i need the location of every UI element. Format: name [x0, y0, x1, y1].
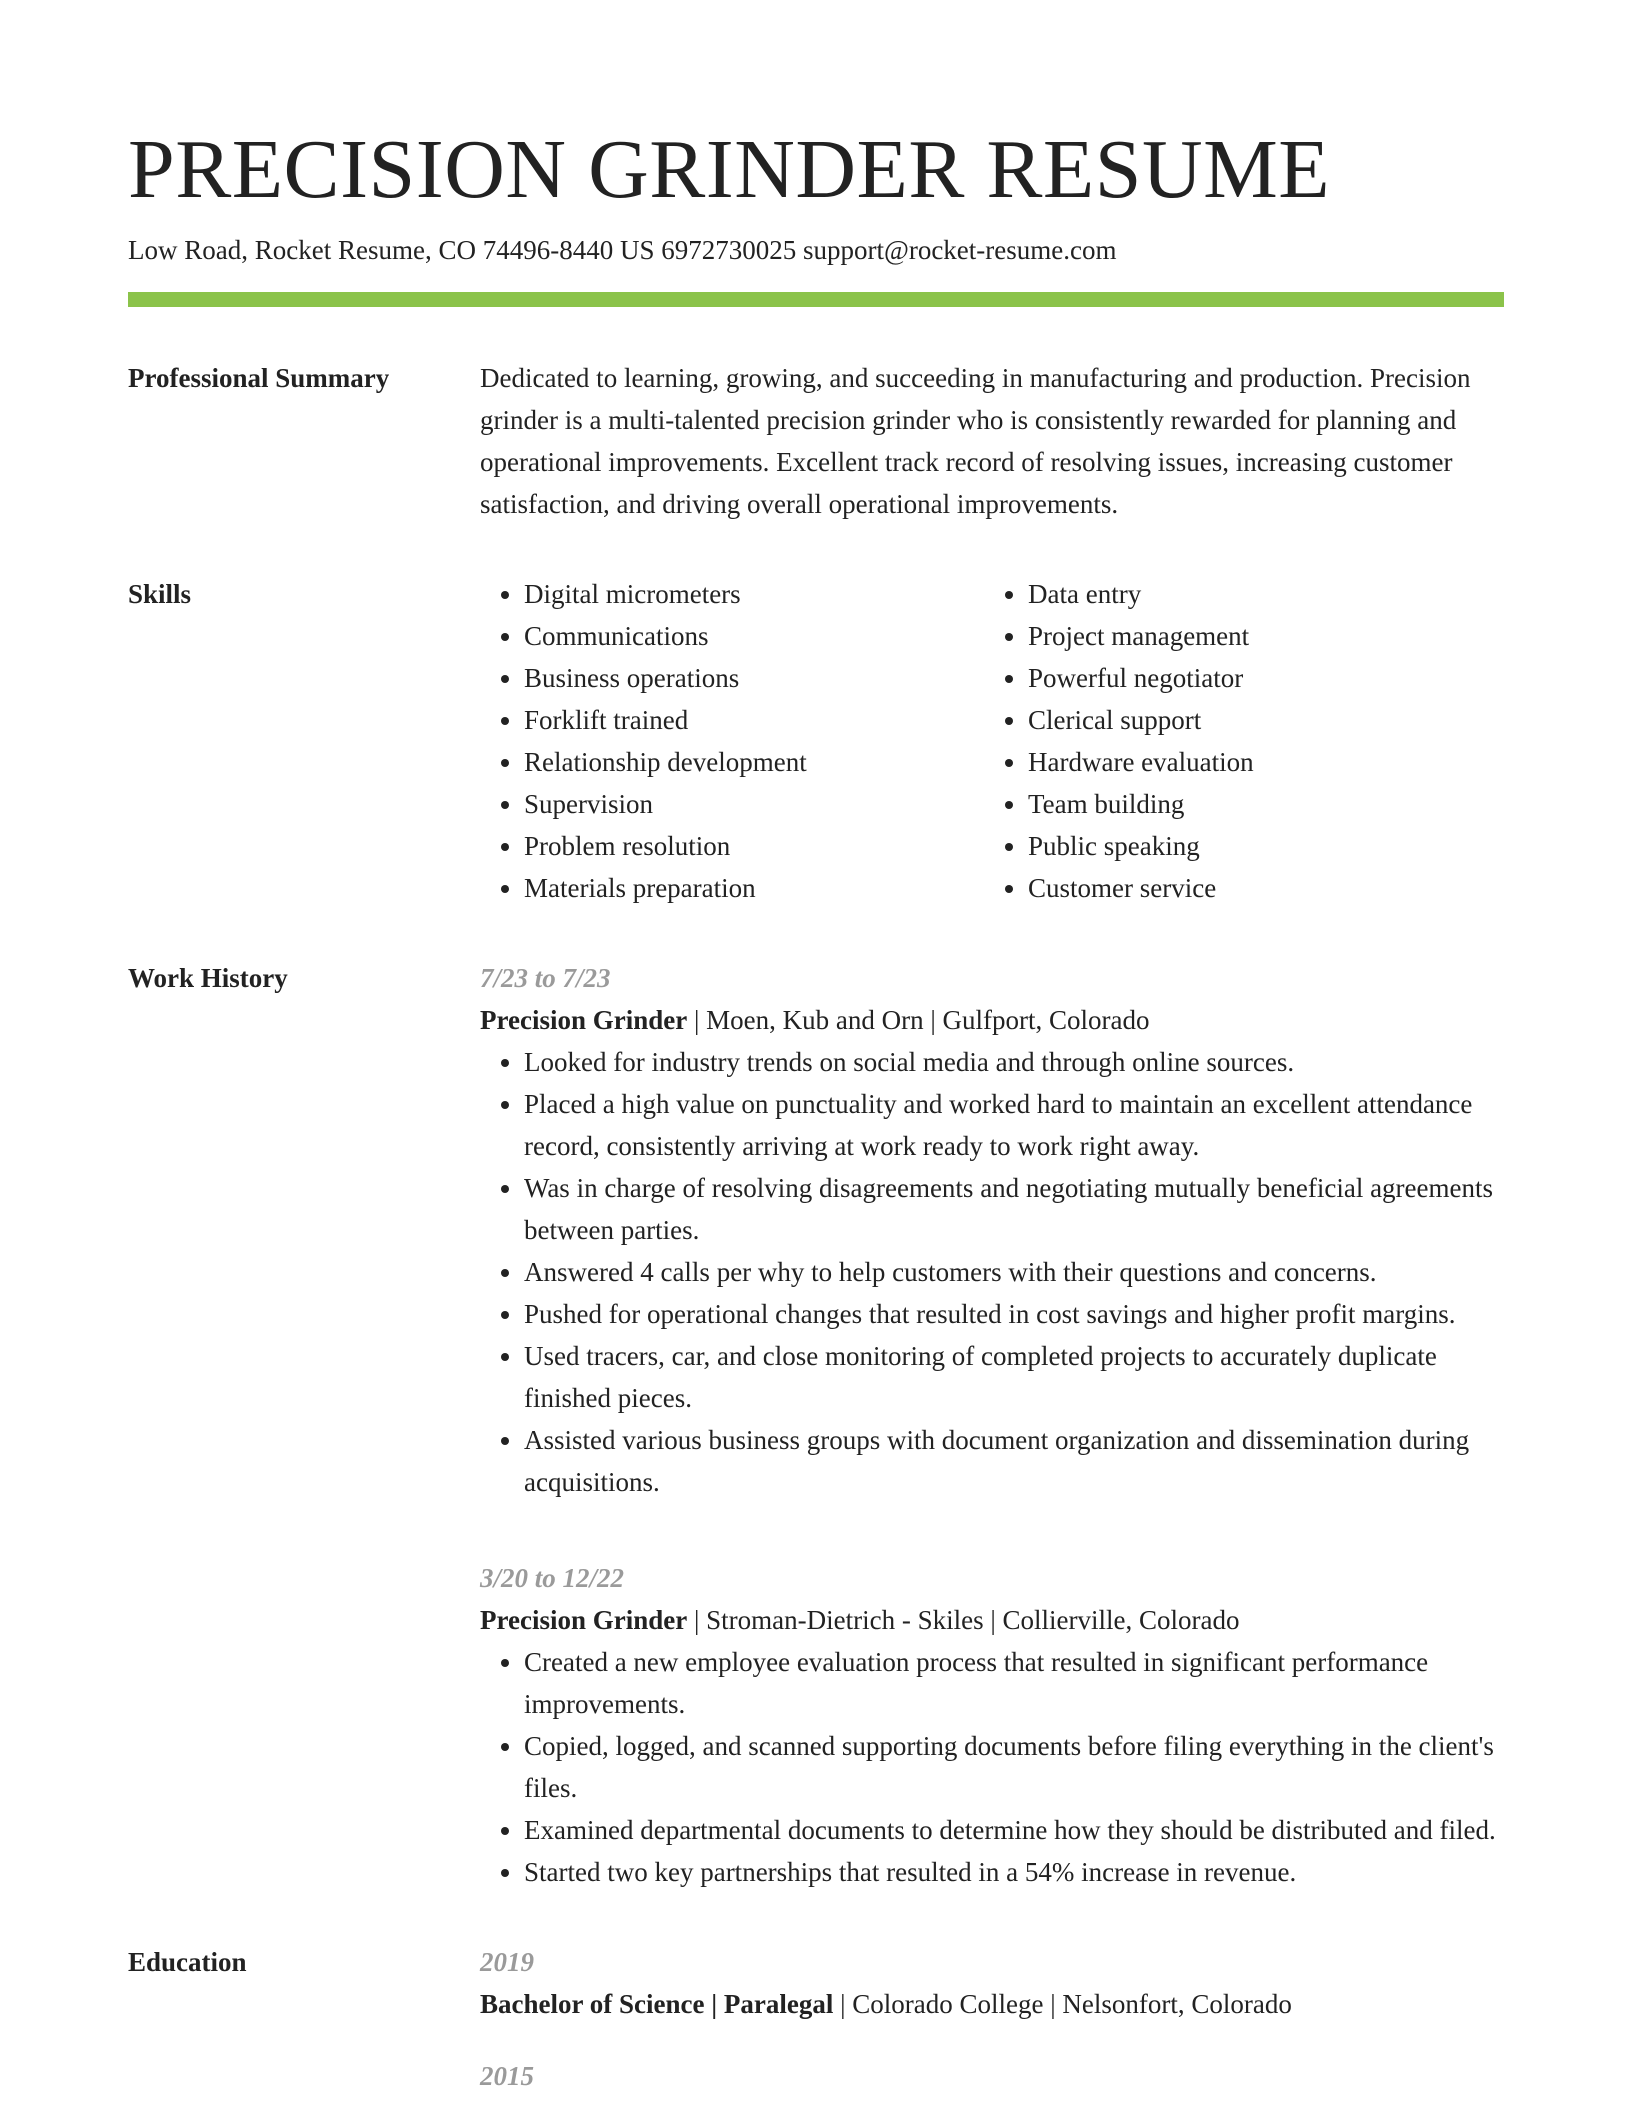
job-bullets [480, 1041, 1504, 1503]
skill-item: • Hardware evaluation [1028, 741, 1488, 783]
job-title: Precision Grinder [480, 1005, 688, 1035]
education-entry [480, 2055, 1504, 2097]
job-bullet: • Assisted various business groups with document organization and dissemination during acquisitions. [524, 1419, 1504, 1503]
skills-label: Skills [128, 579, 192, 609]
skill-item: • Materials preparation [524, 867, 984, 909]
skill-item: • Powerful negotiator [1028, 657, 1488, 699]
skill-item: • Relationship development [524, 741, 984, 783]
job-bullet: • Placed a high value on punctuality and worked hard to maintain an excellent attendance record, consistently arriving at work ready to work right away. [524, 1083, 1504, 1167]
job-entry [480, 957, 1504, 1503]
contact-line: Low Road, Rocket Resume, CO 74496-8440 US 6972730025 support@rocket-resume.com [128, 235, 1117, 265]
job-bullet: • Examined departmental documents to determine how they should be distributed and filed. [524, 1809, 1504, 1851]
skill-item: • Digital micrometers [524, 573, 984, 615]
work-history-label: Work History [128, 963, 288, 993]
job-entry [480, 1557, 1504, 1893]
job-bullet: • Pushed for operational changes that resulted in cost savings and higher profit margins. [524, 1293, 1504, 1335]
job-heading [480, 1599, 1504, 1641]
skill-item: • Project management [1028, 615, 1488, 657]
skill-item: • Communications [524, 615, 984, 657]
job-title: Precision Grinder [480, 1605, 688, 1635]
job-details: | Moen, Kub and Orn | Gulfport, Colorado [687, 1005, 1150, 1035]
job-bullets [480, 1641, 1504, 1893]
resume-page [128, 120, 1504, 2127]
skill-item: • Supervision [524, 783, 984, 825]
job-details: | Stroman-Dietrich - Skiles | Collierville, Colorado [687, 1605, 1240, 1635]
header-divider [128, 292, 1504, 307]
education-heading [480, 1983, 1504, 2025]
job-dates: 3/20 to 12/22 [480, 1563, 625, 1593]
summary-text: Dedicated to learning, growing, and succeeding in manufacturing and production. Precision grinder is a multi-talented precision grinder who is consistently rewarded for planning and operational improvements. Excellent track record of resolving issues, increasing customer satisfaction, and driving overall operational improvements. [480, 363, 1471, 519]
skill-item: • Team building [1028, 783, 1488, 825]
education-section [128, 1941, 1504, 2127]
job-bullet: • Was in charge of resolving disagreements and negotiating mutually beneficial agreements between parties. [524, 1167, 1504, 1251]
job-bullet: • Created a new employee evaluation process that resulted in significant performance improvements. [524, 1641, 1504, 1725]
skills-list-left [480, 573, 984, 909]
job-bullet: • Used tracers, car, and close monitoring of completed projects to accurately duplicate finished pieces. [524, 1335, 1504, 1419]
skill-item: • Customer service [1028, 867, 1488, 909]
education-year: 2019 [480, 1947, 534, 1977]
summary-label: Professional Summary [128, 363, 390, 393]
skill-item: • Forklift trained [524, 699, 984, 741]
job-heading [480, 999, 1504, 1041]
education-details: | Colorado College | Nelsonfort, Colorado [833, 1989, 1292, 2019]
skill-item: • Business operations [524, 657, 984, 699]
resume-title: PRECISION GRINDER RESUME [128, 123, 1331, 216]
education-entry [480, 1941, 1504, 2025]
job-bullet: • Looked for industry trends on social media and through online sources. [524, 1041, 1504, 1083]
education-year: 2015 [480, 2061, 534, 2091]
summary-section [128, 357, 1504, 525]
skill-item: • Public speaking [1028, 825, 1488, 867]
job-bullet: • Started two key partnerships that resulted in a 54% increase in revenue. [524, 1851, 1504, 1893]
skills-list-right [984, 573, 1488, 909]
skill-item: • Clerical support [1028, 699, 1488, 741]
skill-item: • Problem resolution [524, 825, 984, 867]
work-history-section [128, 957, 1504, 1893]
education-label: Education [128, 1947, 247, 1977]
education-degree: Bachelor of Science | Paralegal [480, 1989, 834, 2019]
job-bullet: • Copied, logged, and scanned supporting documents before filing everything in the client's files. [524, 1725, 1504, 1809]
skills-section [128, 573, 1504, 909]
job-dates: 7/23 to 7/23 [480, 963, 611, 993]
job-bullet: • Answered 4 calls per why to help customers with their questions and concerns. [524, 1251, 1504, 1293]
skill-item: • Data entry [1028, 573, 1488, 615]
